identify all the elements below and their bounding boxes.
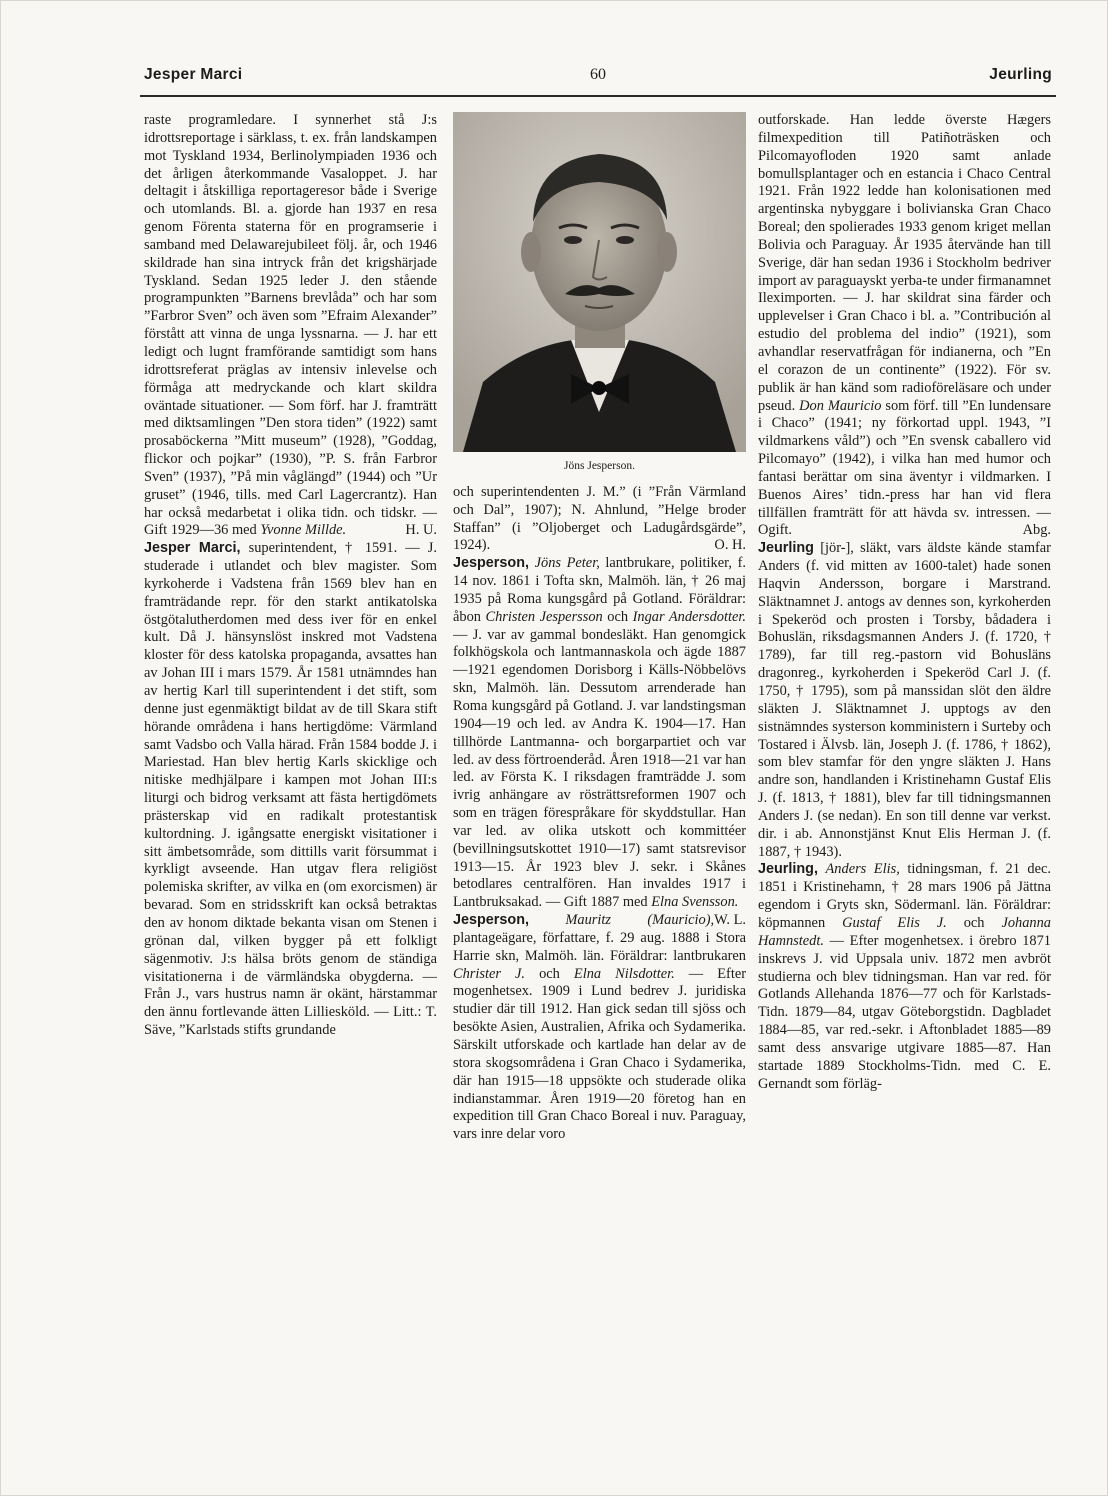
author-signature: H. U.	[405, 522, 437, 539]
entry-jesperson-jons: Jesperson, Jöns Peter, lantbrukare, politiker, f. 14 nov. 1861 i Tofta skn, Malmöh. län, † 26 maj 1935 på Roma kungsgård på Gotland. Föräldrar: åbon Christen Jespersson och Ingar Andersdotter. — J. var av gammal bondesläkt. Han genomgick folkhögskola och lantmannaskola och ägde 1887—1921 egendomen Dorisborg i Källs-Nöbbelövs skn, Malmöh. län. Dessutom arrenderade han Roma kungsgård på Gotland. J. var landstingsman 1904—19 och led. av Andra K. 1904—17. Han tillhörde Lantmanna- och borgarpartiet och var led. av dess förtroenderåd. Åren 1918—21 var han led. av Första K. I riksdagen framträdde J. som ivrig anhängare av rösträttsreformen 1907 och som en trägen förespråkare för skyddstullar. Han var led. av olika utskott och kommittéer (bevillningsutskottet 1910—17) samt statsrevisor 1913—15. År 1923 blev J. sekr. i Skånes betodlares centralfören. Han invaldes 1917 i Lantbruksakad. — Gift 1887 med Elna Svensson. W. L.	[453, 555, 746, 929]
entry-headword: Jesperson,	[453, 912, 529, 929]
column-2	[453, 112, 746, 1378]
header-left-word: Jesper Marci	[144, 66, 243, 83]
entry-jeurling-anders: Jeurling, Anders Elis, tidningsman, f. 21 dec. 1851 i Kristinehamn, † 28 mars 1906 på Jättna egendom i Gryts skn, Södermanl. län. Föräldrar: köpmannen Gustaf Elis J. och Johanna Hamnstedt. — Efter mogenhetsex. i örebro 1871 inskrevs J. vid Uppsala univ. 1872 men avbröt studierna och blev tidningsman. Han var red. för Gotlands Allehanda 1876—77 och för Karlstads-Tidn. 1879—84, utgav Göteborgstidn. Dagbladet 1884—85, var red.-sekr. i Aftonbladet 1885—89 samt dess ansvarige utgivare 1885—87. Han startade 1889 Stockholms-Tidn. med C. E. Gernandt som förläg-	[758, 861, 1051, 1092]
entry-given-name: Mauritz (Mauricio),	[565, 912, 715, 929]
portrait-photo	[453, 112, 746, 452]
parent-name: Ingar Andersdotter.	[632, 608, 746, 625]
entry-continuation: outforskade. Han ledde överste Hægers filmexpedition till Patiñoträsken och Pilcomayofloden 1920 samt anlade bomullsplantager och en estancia i Chaco Central 1921. Från 1922 ledde han kolonisationen med argentinska nybyggare i bolivianska Gran Chaco Boreal; den spolierades 1933 genom kriget mellan Bolivia och Paraguay. År 1935 återvände han till Sverige, där han sedan 1936 i Stockholm bedriver import av paraguayskt yerba-te under firmanamnet Ileximporten. — J. har skildrat sina färder och upplevelser i Gran Chaco i bl. a. ”Contribución al estudio del problema del indio” (1921), som avhandlar reservatfrågan för indianerna, och ”En el corazon de un continente” (1922). För sv. publik är han känd som radioföreläsare och under pseud. Don Mauricio som förf. till ”En lundensare i Chaco” (1941; ny förkortad uppl. 1943, ”I vildmarkens våld”) och ”En svensk caballero vid Pilcomayo” (1942), i vilka han med humor och fantasi berättar om sina äventyr i vildmarken. I Buenos Aires’ tidn.-press har han vid flera tillfällen framträtt för att hävda sv. intressen. — Ogift. Abg.	[758, 112, 1051, 539]
entry-given-name: Jöns Peter,	[534, 555, 600, 572]
pseudonym: Don Mauricio	[799, 397, 882, 414]
header-rule	[140, 95, 1056, 97]
parent-name: Gustaf Elis J.	[842, 914, 947, 931]
entry-jesperson-mauritz: Jesperson, Mauritz (Mauricio), plantageägare, författare, f. 29 aug. 1888 i Stora Harrie skn, Malmöh. län. Föräldrar: lantbrukaren Christer J. och Elna Nilsdotter. — Efter mogenhetsex. 1909 i Lund bedrev J. juridiska studier där till 1912. Han gick sedan till sjöss och besökte Asien, Australien, Afrika och Sydamerika. Särskilt utforskade och kartlade han delar av de stora skogsområdena i Gran Chaco i Sydamerika, där han 1915—18 uppsökte och studerade olika indianstammar. Åren 1919—20 företog han en expedition till Gran Chaco Boreal i nuv. Paraguay, vars inre delar voro	[453, 912, 746, 1143]
column-1	[144, 112, 437, 1378]
author-signature: Abg.	[1022, 522, 1051, 539]
portrait-illustration	[453, 112, 746, 452]
entry-headword: Jeurling	[758, 540, 814, 557]
header-right-word: Jeurling	[989, 66, 1052, 83]
entry-headword: Jesperson,	[453, 555, 529, 572]
spouse-name: Elna Svensson.	[651, 894, 739, 911]
entry-given-name: Anders Elis,	[825, 861, 900, 878]
entry-continuation: och superintendenten J. M.” (i ”Från Värmland och Dal”, 1907); N. Ahnlund, ”Helge broder Staffan” (i ”Oljoberget och Ladugårdsgärde”, 1924). O. H.	[453, 483, 746, 554]
page-number: 60	[590, 66, 606, 83]
author-signature: W. L.	[714, 912, 746, 929]
entry-jeurling-family: Jeurling [jör-], släkt, vars äldste kände stamfar Anders (f. vid mitten av 1600-talet) hade sonen Haqvin Andersson, borgare i Marstrand. Släktnamnet J. antogs av dennes son, kyrkoherden i Spekeröd och prosten i Torsby, bådadera i Bohuslän, riksdagsmannen Anders J. (f. 1720, † 1789), far till reg.-pastorn vid Bohusläns dragonreg., kyrkoherden i Spekeröd Carl J. (f. 1750, † 1795), som på manssidan slöt den äldre släkten J. Släktnamnet J. upptogs av den sistnämndes systerson komministern i Surteby och Tostared i Älvsb. län, Joseph J. (f. 1786, † 1862), som blev stamfar för den yngre släkten J. Hans andre son, handlanden i Kristinehamn Gustaf Elis J. (f. 1813, † 1881), blev far till tidningsmannen Anders J. (se nedan). En son till denne var verkst. dir. i ab. Annonstjänst Knut Elis Herman J. (f. 1887, † 1943).	[758, 540, 1051, 860]
entry-headword: Jeurling,	[758, 861, 818, 878]
entry-jesper-marci: Jesper Marci, superintendent, † 1591. — J. studerade i utlandet och blev magister. Som kyrkoherde i Vadstena från 1569 blev han en framträdande repr. för den starkt antikatolska östgötalutherdomen med dess iver för en enkel kult. Då J. hänsynslöst inskred mot Vadstena kloster för dess katolska propaganda, avsattes han av Johan III i mars 1579. År 1581 utnämndes han av hertig Karl till superintendent i det stift, som denne just egenmäktigt bildat av de till Skara stift hörande områdena i hans hertigdöme: Värmland samt Vadsbo och Valla härad. Från 1584 bodde J. i Mariestad. Han blev hertig Karls skicklige och nitiske medhjälpare i kampen mot Johan III:s liturgi och bidrog verksamt att fästa hertigdömets prästerskap vid en radikalt protestantisk kultordning. J. igångsatte energiskt visitationer i sitt ämbetsområde, som dittills varit försummat i kyrkligt avseende. Han utgav flera religiöst polemiska skrifter, av vilka en (om exorcismen) är bevarad. Som en stridsskrift kan också betraktas den av honom diktade bekanta visan om Stenen i grönan dal, vilken bygger på ett folkligt sägenmotiv. J:s hälsa bröts genom de ständiga visitationerna i de värmländska obygderna. — Från J., vars hustrus namn är okänt, härstammar den ännu fortlevande ätten Lilliesköld. — Litt.: T. Säve, ”Karlstads stifts grundande	[144, 540, 437, 1039]
parent-name: Christen Jespersson	[485, 608, 603, 625]
entry-continuation: raste programledare. I synnerhet stå J:s idrottsreportage i särklass, t. ex. från landskampen mot Tyskland 1934, Berlinolympiaden 1936 och det årligen återkommande Vasaloppet. J. har deltagit i åtskilliga reportageresor både i Sverige och utomlands. Bl. a. gjorde han 1937 en resa genom Förenta staterna för en programserie i samband med Delawarejubileet följ. år, och 1946 skildrade han sina intryck från det krigshärjade Tyskland. Sedan 1925 leder J. den stående programpunkten ”Barnens brevlåda” och har som ”Farbror Sven” och även som ”Efraim Alexander” förstått att vinna de unga lyssnarna. — J. har ett ledigt och lugnt framförande samtidigt som hans idrottsreferat präglas av intensiv inlevelse och förmåga att medryckande och klart skildra oväntade situationer. — Som förf. har J. framträtt med diktsamlingen ”Den stora tiden” (1922) samt prosaböckerna ”Mitt museum” (1928), ”Goddag, flickor och pojkar” (1930), ”P. S. från Farbror Sven” (1937), ”På min våglängd” (1944) och ”Ur gruset” (1946, tills. med Carl Lagercrantz). Han har också medarbetat i olika tidn. och tidskr. — Gift 1929—36 med Yvonne Millde. H. U.	[144, 112, 437, 539]
parent-name: Christer J.	[453, 965, 526, 982]
entry-headword: Jesper Marci,	[144, 540, 241, 557]
column-3	[758, 112, 1051, 1378]
running-head	[144, 66, 1052, 90]
spouse-name: Yvonne Millde.	[260, 522, 347, 539]
photo-caption: Jöns Jesperson.	[564, 460, 635, 472]
author-signature: O. H.	[714, 537, 746, 554]
parent-name: Johanna Hamnstedt.	[758, 914, 1051, 949]
parent-name: Elna Nilsdotter.	[573, 965, 675, 982]
